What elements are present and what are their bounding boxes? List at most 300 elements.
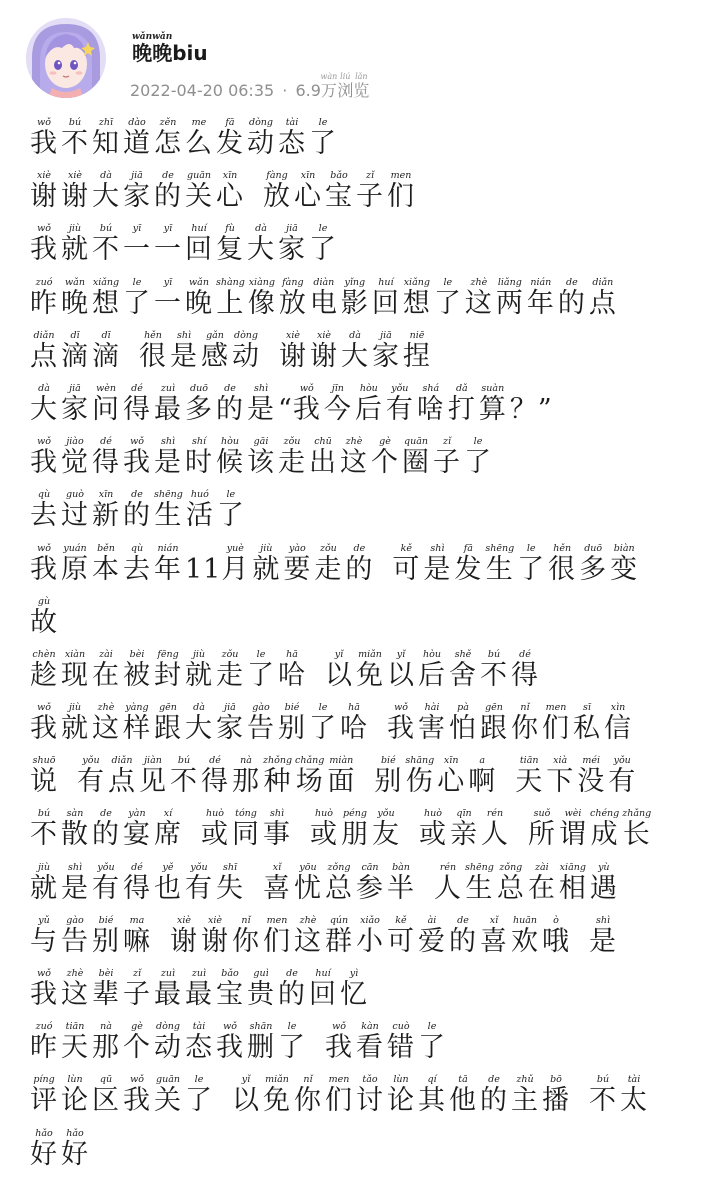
pinyin-annotation: xí <box>154 808 182 820</box>
pinyin-annotation: guān <box>185 170 213 182</box>
hanzi-char: 讨tǎo <box>356 1074 384 1117</box>
view-label-char: 览lǎn <box>353 72 370 100</box>
hanzi-char: 被bèi <box>123 648 151 691</box>
hanzi-char: 年nián <box>526 276 555 319</box>
pinyin-annotation: wǒ <box>387 702 415 714</box>
pinyin-annotation: yōu <box>294 861 322 873</box>
post-line <box>30 383 710 436</box>
pinyin-annotation: xiè <box>310 329 338 341</box>
hanzi-char: 算suàn <box>478 382 507 425</box>
hanzi-char: 我wǒ <box>30 968 58 1010</box>
hanzi-char: 是shì <box>589 914 617 957</box>
pinyin-annotation: kě <box>392 542 421 554</box>
hanzi-char: 害hài <box>418 702 446 745</box>
hanzi-char: 动dòng <box>154 1021 182 1064</box>
hanzi-char: 点diǎn <box>30 329 58 372</box>
hanzi-char: 我wǒ <box>292 382 321 425</box>
hanzi-char: 个gè <box>371 436 399 479</box>
pinyin-annotation: gè <box>123 1021 151 1033</box>
avatar[interactable] <box>26 18 106 98</box>
pinyin-annotation: nǐ <box>294 1074 322 1086</box>
pinyin-annotation: huò <box>419 808 447 820</box>
hanzi-char: 别bié <box>278 702 306 745</box>
pinyin-annotation: rén <box>434 861 462 873</box>
pinyin-annotation: dé <box>511 648 539 660</box>
pinyin-annotation: miǎn <box>356 648 384 660</box>
pinyin-annotation: fēng <box>154 648 182 660</box>
pinyin-annotation: xiǎo <box>356 914 384 926</box>
hanzi-char: 了le <box>418 1021 446 1064</box>
pinyin-annotation: zuì <box>154 382 182 394</box>
hanzi-char: 删shān <box>247 1021 275 1064</box>
pinyin-annotation: yī <box>123 223 151 235</box>
hanzi-char: 总zǒng <box>325 861 353 904</box>
hanzi-char: 大dà <box>341 329 369 372</box>
hanzi-char: 谢xiè <box>201 914 229 957</box>
hanzi-char: 人rén <box>434 861 462 904</box>
hanzi-char: 论lùn <box>61 1074 89 1117</box>
hanzi-char: 们men <box>325 1074 353 1117</box>
hanzi-char: 小xiǎo <box>356 914 384 957</box>
hanzi-char: 走zǒu <box>278 436 306 479</box>
hanzi-char: 说shuō <box>30 755 58 798</box>
pinyin-annotation: bèi <box>123 648 151 660</box>
pinyin-annotation: fā <box>216 117 244 128</box>
pinyin-annotation: hěn <box>139 329 167 341</box>
hanzi-char: 生shēng <box>154 489 183 532</box>
hanzi-char: 相xiāng <box>558 861 587 904</box>
pinyin-annotation: dà <box>341 329 369 341</box>
hanzi-char: 忆yì <box>340 968 368 1010</box>
hanzi-char: 你nǐ <box>232 914 260 957</box>
hanzi-char: 成chéng <box>590 808 620 851</box>
pinyin-annotation: dé <box>92 436 120 448</box>
hanzi-char: 以yǐ <box>232 1074 260 1117</box>
post-line <box>30 489 710 542</box>
post-line <box>30 596 710 649</box>
hanzi-char: 出chū <box>309 436 337 479</box>
hanzi-char: 这zhè <box>294 914 322 957</box>
hanzi-char: 谢xiè <box>310 329 338 372</box>
hanzi-char: 很hěn <box>139 329 167 372</box>
hanzi-char: 论lùn <box>387 1074 415 1117</box>
pinyin-annotation: dòng <box>247 117 275 128</box>
pinyin-annotation: xīn <box>216 170 244 182</box>
hanzi-char: 有yǒu <box>608 755 637 798</box>
pinyin-annotation: yǒu <box>92 861 120 873</box>
pinyin-annotation: gào <box>61 914 89 926</box>
hanzi-char: 想xiǎng <box>92 276 120 319</box>
hanzi-char: 后hòu <box>418 648 446 691</box>
pinyin-annotation: xīn <box>92 489 120 501</box>
pinyin-annotation: dé <box>123 382 151 394</box>
hanzi-char: 半bàn <box>387 861 415 904</box>
hanzi-char: 宝bǎo <box>216 968 244 1010</box>
hanzi-char: 一yī <box>154 276 182 319</box>
hanzi-char: 别bié <box>92 914 120 957</box>
pinyin-annotation: shì <box>170 329 198 341</box>
pinyin-annotation: tā <box>449 1074 477 1086</box>
pinyin-annotation: le <box>309 117 337 128</box>
hanzi-char: 走zǒu <box>314 542 343 585</box>
hanzi-char: 就jiù <box>30 861 58 904</box>
hanzi-char: 面miàn <box>327 755 356 798</box>
hanzi-char: 同tóng <box>232 808 260 851</box>
hanzi-char: 去qù <box>30 489 58 532</box>
pinyin-annotation: dà <box>247 223 275 235</box>
pinyin-annotation: diǎn <box>108 755 136 767</box>
hanzi-char: 了le <box>517 542 546 585</box>
pinyin-annotation: wǒ <box>216 1021 244 1033</box>
pinyin-annotation: tài <box>185 1021 213 1033</box>
pinyin-annotation: shì <box>154 436 182 448</box>
hanzi-char: 心xīn <box>294 170 322 213</box>
hanzi-char: 多duō <box>579 542 608 585</box>
hanzi-char: 我wǒ <box>325 1021 353 1064</box>
hanzi-char: 复fù <box>216 223 244 266</box>
hanzi-char: 你nǐ <box>294 1074 322 1117</box>
pinyin-annotation: jiā <box>372 329 400 341</box>
pinyin-annotation: miàn <box>327 755 356 767</box>
hanzi-char: 家jiā <box>278 223 306 266</box>
hanzi-char: 播bō <box>542 1074 570 1117</box>
hanzi-char: 我wǒ <box>30 117 58 159</box>
pinyin-annotation: shì <box>589 914 617 926</box>
hanzi-char: 候hòu <box>216 436 244 479</box>
hanzi-char: 啥shá <box>416 382 445 425</box>
hanzi-char: 有yǒu <box>77 755 105 798</box>
pinyin-annotation: zhǔ <box>511 1074 539 1086</box>
hanzi-char: 有yǒu <box>92 861 120 904</box>
hanzi-char: 该gāi <box>247 436 275 479</box>
hanzi-char: 忧yōu <box>294 861 322 904</box>
hanzi-char: 错cuò <box>387 1021 415 1064</box>
pinyin-annotation: nǐ <box>232 914 260 926</box>
hanzi-char: 失shī <box>216 861 244 904</box>
pinyin-annotation: hā <box>340 702 368 714</box>
pinyin-annotation: zǐ <box>123 968 151 979</box>
hanzi-char: 的de <box>449 914 477 957</box>
hanzi-char: 现xiàn <box>61 648 89 691</box>
hanzi-char: 捏niē <box>403 329 431 372</box>
hanzi-char: 们men <box>263 914 291 957</box>
hanzi-char: 我wǒ <box>123 1074 151 1117</box>
pinyin-annotation: sàn <box>61 808 89 820</box>
pinyin-annotation: jiā <box>61 382 89 394</box>
pinyin-annotation: xiè <box>170 914 198 926</box>
hanzi-char: 走zǒu <box>216 648 244 691</box>
pinyin-annotation: jiù <box>185 648 213 660</box>
pinyin-annotation: ài <box>418 914 446 926</box>
pinyin-annotation: bèi <box>92 968 120 979</box>
post-meta <box>130 72 369 100</box>
hanzi-char: 可kě <box>387 914 415 957</box>
hanzi-char: 电diàn <box>309 276 338 319</box>
hanzi-char: 大dà <box>247 223 275 266</box>
hanzi-char: 嘛ma <box>123 914 151 957</box>
pinyin-annotation: wǎn <box>152 32 173 42</box>
hanzi-char: 总zǒng <box>496 861 525 904</box>
pinyin-annotation: jiā <box>216 702 244 714</box>
hanzi-char: 的de <box>154 170 182 213</box>
pinyin-annotation: shī <box>216 861 244 873</box>
pinyin-annotation: niē <box>403 329 431 341</box>
hanzi-char: 所suǒ <box>528 808 556 851</box>
hanzi-char: 家jiā <box>123 170 151 213</box>
post-line <box>30 862 710 915</box>
hanzi-char: 放fàng <box>278 276 307 319</box>
pinyin-annotation: guān <box>154 1074 182 1086</box>
hanzi-char: 好hǎo <box>30 1127 58 1170</box>
pinyin-annotation: lùn <box>61 1074 89 1086</box>
hanzi-char: 封fēng <box>154 648 182 691</box>
pinyin-annotation: le <box>247 648 275 660</box>
pinyin-annotation: gào <box>247 702 275 714</box>
pinyin-annotation: xiāng <box>558 861 587 873</box>
pinyin-annotation: zuó <box>30 1021 58 1033</box>
pinyin-annotation: diǎn <box>30 329 58 341</box>
pinyin-annotation: yǒu <box>77 755 105 767</box>
post-body <box>30 117 710 1181</box>
pinyin-annotation: de <box>154 170 182 182</box>
hanzi-char: 下xià <box>546 755 575 798</box>
hanzi-char: 我wǒ <box>30 702 58 745</box>
post-line <box>30 1128 710 1181</box>
pinyin-annotation: yì <box>340 968 368 979</box>
post-header <box>26 14 706 104</box>
hanzi-char: 打dǎ <box>447 382 476 425</box>
hanzi-char: 你nǐ <box>511 702 539 745</box>
pinyin-annotation: kàn <box>356 1021 384 1033</box>
pinyin-annotation: jiā <box>123 170 151 182</box>
pinyin-annotation: shì <box>247 382 275 394</box>
hanzi-char: 我wǒ <box>30 223 58 266</box>
pinyin-annotation: xià <box>546 755 575 767</box>
hanzi-char: 这zhè <box>92 702 120 745</box>
pinyin-annotation: de <box>123 489 151 501</box>
pinyin-annotation: nián <box>526 276 555 288</box>
pinyin-annotation: shān <box>247 1021 275 1033</box>
hanzi-char: 我wǒ <box>387 702 415 745</box>
hanzi-char: 态tài <box>278 117 306 159</box>
hanzi-char: 新xīn <box>92 489 120 532</box>
pinyin-annotation: dé <box>201 755 229 767</box>
pinyin-annotation: zhǎng <box>622 808 652 820</box>
pinyin-annotation: shí <box>185 436 213 448</box>
pinyin-annotation: quān <box>402 436 430 448</box>
hanzi-char: 喜xǐ <box>480 914 508 957</box>
pinyin-annotation: guì <box>247 968 275 979</box>
pinyin-annotation: le <box>517 542 546 554</box>
hanzi-char: 这zhè <box>340 436 368 479</box>
hanzi-char: 在zài <box>527 861 556 904</box>
hanzi-char: 月yuè <box>221 542 250 585</box>
hanzi-char: 变biàn <box>610 542 639 585</box>
hanzi-char: 心xīn <box>437 755 466 798</box>
pinyin-annotation: nián <box>154 542 182 554</box>
hanzi-char: 有yǒu <box>385 382 414 425</box>
pinyin-annotation: bú <box>30 808 58 820</box>
pinyin-annotation: wǒ <box>123 436 151 448</box>
pinyin-annotation: bú <box>61 117 89 128</box>
hanzi-char: 了le <box>185 1074 213 1117</box>
post-line <box>30 1074 710 1127</box>
hanzi-char: 的de <box>480 1074 508 1117</box>
pinyin-annotation: shuō <box>30 755 58 767</box>
pinyin-annotation: fàng <box>263 170 291 182</box>
pinyin-annotation: yī <box>154 223 182 235</box>
pinyin-annotation: xiè <box>201 914 229 926</box>
pinyin-annotation: pà <box>449 702 477 714</box>
hanzi-char: 其qí <box>418 1074 446 1117</box>
pinyin-annotation: me <box>185 117 213 128</box>
view-count-label <box>320 72 370 100</box>
pinyin-annotation: wǒ <box>30 223 58 235</box>
hanzi-char: 不bú <box>589 1074 617 1117</box>
hanzi-char: 心xīn <box>216 170 244 213</box>
hanzi-char: 不bú <box>30 808 58 851</box>
hanzi-char: 是shì <box>423 542 452 585</box>
pinyin-annotation: yǒu <box>372 808 400 820</box>
hanzi-char: 哈hā <box>278 648 306 691</box>
hanzi-char: 关guān <box>154 1074 182 1117</box>
pinyin-annotation: shì <box>61 861 89 873</box>
hanzi-char: 了le <box>309 117 337 159</box>
post-line <box>30 755 710 808</box>
hanzi-char: 就jiù <box>61 223 89 266</box>
pinyin-annotation: zǒng <box>325 861 353 873</box>
pinyin-annotation: shàng <box>216 276 245 288</box>
pinyin-annotation: qù <box>123 542 151 554</box>
pinyin-annotation: xiàng <box>247 276 276 288</box>
hanzi-char: 不bú <box>170 755 198 798</box>
hanzi-char: 在zài <box>92 648 120 691</box>
pinyin-annotation: gè <box>371 436 399 448</box>
pinyin-annotation: bō <box>542 1074 570 1086</box>
pinyin-annotation: péng <box>341 808 369 820</box>
hanzi-char: 了le <box>309 702 337 745</box>
hanzi-char: 一yī <box>123 223 151 266</box>
view-label-char: 浏liú <box>337 72 354 100</box>
hanzi-char: 哈hā <box>340 702 368 745</box>
hanzi-char: 后hòu <box>354 382 383 425</box>
hanzi-char: 喜xǐ <box>263 861 291 904</box>
hanzi-char: 大dà <box>185 702 213 745</box>
hanzi-char: 11 <box>185 553 222 585</box>
hanzi-char: 子zǐ <box>356 170 384 213</box>
pinyin-annotation: shēng <box>465 861 494 873</box>
hanzi-char: 席xí <box>154 808 182 851</box>
hanzi-char: 上shàng <box>216 276 245 319</box>
pinyin-annotation: yàn <box>123 808 151 820</box>
pinyin-annotation: zhī <box>92 117 120 128</box>
hanzi-char: 区qū <box>92 1074 120 1117</box>
post-line <box>30 330 710 383</box>
pinyin-annotation: zhè <box>92 702 120 714</box>
hanzi-char: 本běn <box>92 542 120 585</box>
hanzi-char: 这zhè <box>61 968 89 1010</box>
pinyin-annotation: le <box>433 276 462 288</box>
pinyin-annotation: tài <box>620 1074 648 1086</box>
hanzi-char: 告gào <box>61 914 89 957</box>
pinyin-annotation: zǒu <box>278 436 306 448</box>
hanzi-char: 谢xiè <box>30 170 58 213</box>
hanzi-char: 原yuán <box>61 542 89 585</box>
hanzi-char: 最zuì <box>154 968 182 1010</box>
anime-girl-avatar-icon <box>26 18 106 98</box>
pinyin-annotation: zài <box>527 861 556 873</box>
pinyin-annotation: wèi <box>559 808 587 820</box>
pinyin-annotation: bú <box>170 755 198 767</box>
pinyin-annotation: zhè <box>464 276 493 288</box>
pinyin-annotation: tiān <box>515 755 544 767</box>
pinyin-annotation: yǐ <box>325 648 353 660</box>
pinyin-annotation: qù <box>30 489 58 501</box>
name-char: biu <box>172 41 208 65</box>
pinyin-annotation: gēn <box>480 702 508 714</box>
pinyin-annotation: tiān <box>61 1021 89 1033</box>
pinyin-annotation: jiù <box>61 702 89 714</box>
hanzi-char: 昨zuó <box>30 1021 58 1064</box>
pinyin-annotation: men <box>542 702 570 714</box>
pinyin-annotation: hǎo <box>30 1127 58 1139</box>
pinyin-annotation: de <box>216 382 244 394</box>
hanzi-char: 谢xiè <box>170 914 198 957</box>
hanzi-char: 好hǎo <box>61 1127 89 1170</box>
pinyin-annotation: men <box>263 914 291 926</box>
pinyin-annotation: wǒ <box>30 968 58 979</box>
pinyin-annotation: bǎo <box>216 968 244 979</box>
pinyin-annotation: le <box>185 1074 213 1086</box>
hanzi-char: 子zǐ <box>433 436 461 479</box>
hanzi-char: 谢xiè <box>61 170 89 213</box>
hanzi-char: 滴dī <box>92 329 120 372</box>
hanzi-char: 我wǒ <box>216 1021 244 1064</box>
hanzi-char: 舍shě <box>449 648 477 691</box>
pinyin-annotation: wàn <box>320 72 338 81</box>
pinyin-annotation: ò <box>542 914 570 926</box>
hanzi-char: 点diǎn <box>108 755 136 798</box>
pinyin-annotation: bié <box>92 914 120 926</box>
hanzi-char: 放fàng <box>263 170 291 213</box>
pinyin-annotation: zǐ <box>356 170 384 182</box>
hanzi-char: 啊a <box>468 755 497 798</box>
hanzi-char: 就jiù <box>61 702 89 745</box>
pinyin-annotation: huí <box>371 276 400 288</box>
pinyin-annotation: dà <box>92 170 120 182</box>
hanzi-char: 问wèn <box>92 382 120 425</box>
hanzi-char: 晚wǎn <box>61 276 89 319</box>
pinyin-annotation: bié <box>278 702 306 714</box>
pinyin-annotation: xīn <box>437 755 466 767</box>
pinyin-annotation: qū <box>92 1074 120 1086</box>
hanzi-char: 动dòng <box>232 329 260 372</box>
pinyin-annotation: zǒng <box>496 861 525 873</box>
hanzi-char: 与yǔ <box>30 914 58 957</box>
hanzi-char: 回huí <box>185 223 213 266</box>
hanzi-char: 主zhǔ <box>511 1074 539 1117</box>
pinyin-annotation: xǐ <box>480 914 508 926</box>
pinyin-annotation: biàn <box>610 542 639 554</box>
pinyin-annotation: liǎng <box>495 276 524 288</box>
pinyin-annotation: yuè <box>221 542 250 554</box>
hanzi-char: 么me <box>185 117 213 159</box>
post-line <box>30 223 710 276</box>
pinyin-annotation: yǒu <box>608 755 637 767</box>
author-name[interactable] <box>132 32 208 65</box>
pinyin-annotation: shì <box>263 808 291 820</box>
pinyin-annotation: guò <box>61 489 89 501</box>
